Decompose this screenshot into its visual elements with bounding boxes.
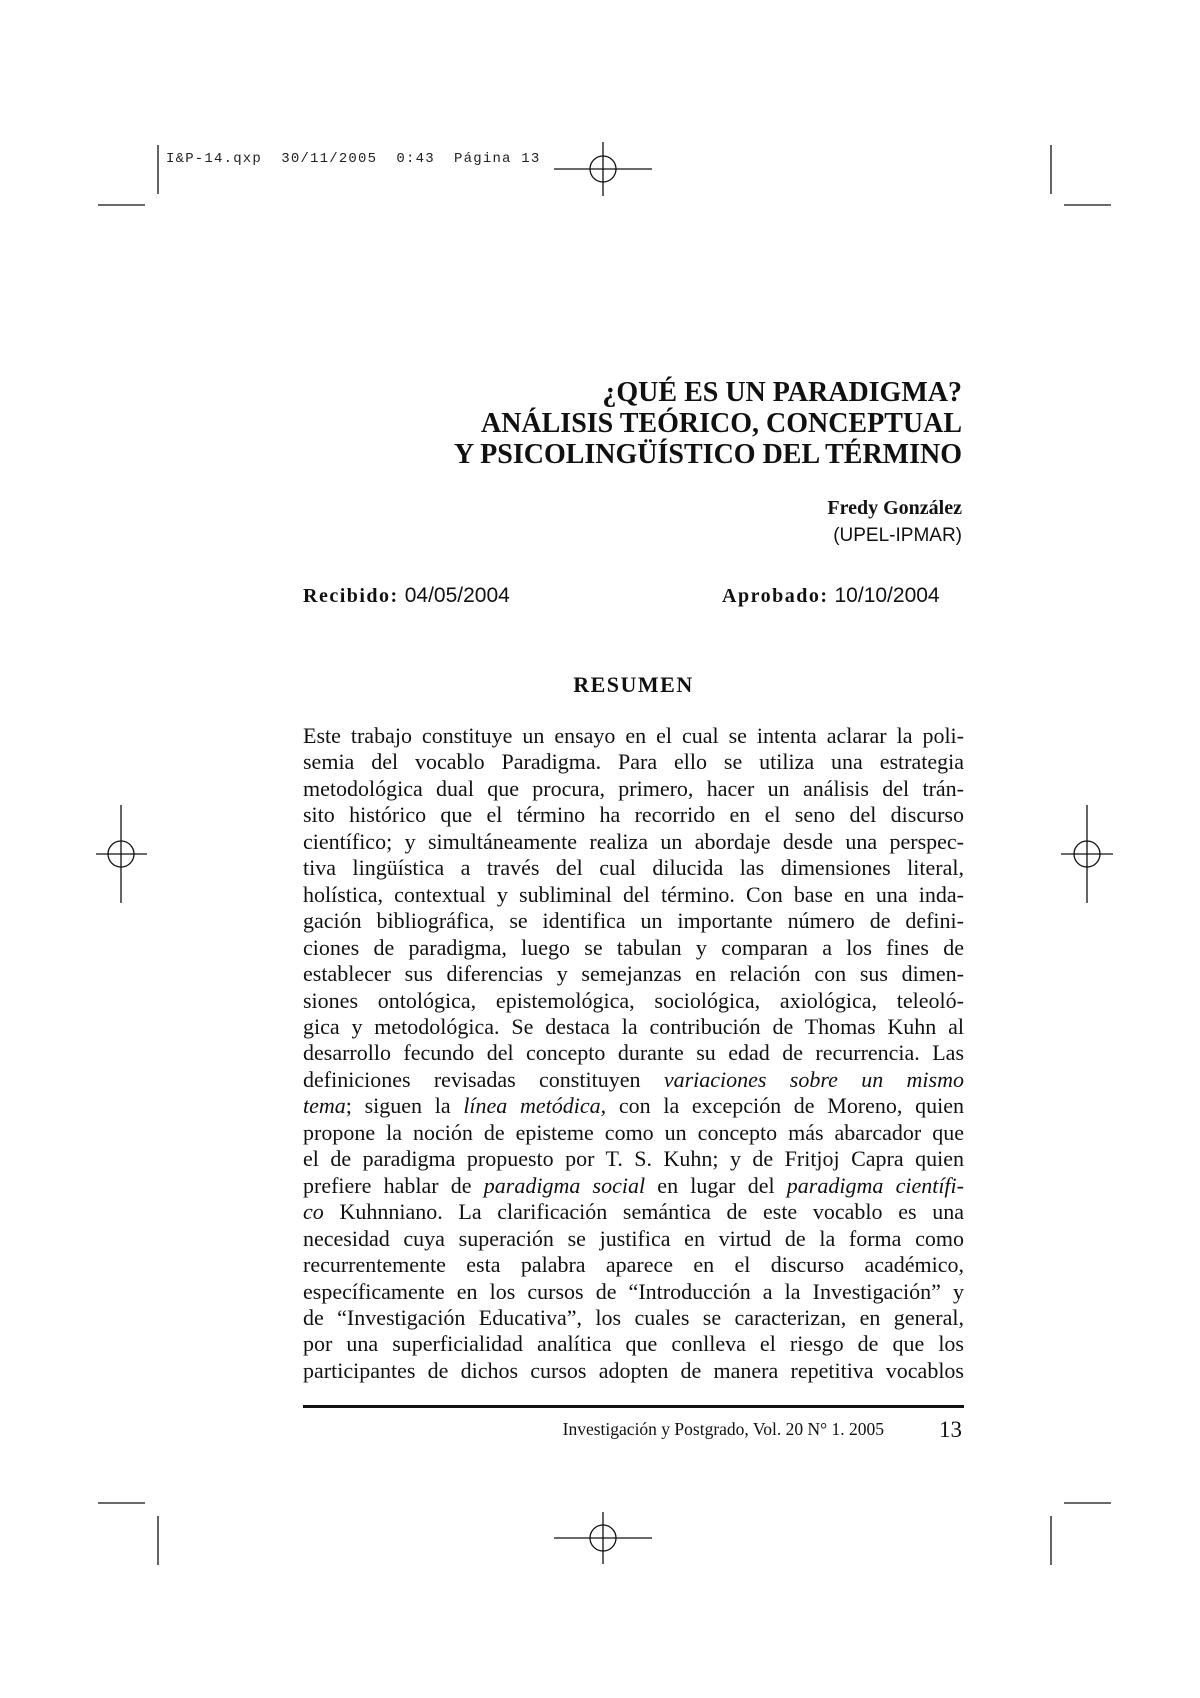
abstract-text: siones ontológica, epistemológica, sociológica, axiológica, teleoló- [303,987,964,1013]
approved-label: Aprobado: [722,585,829,607]
abstract-text: prefiere hablar de [303,1172,484,1198]
abstract-line [303,1014,964,1040]
abstract-text: metodológica dual que procura, primero, hacer un análisis del trán- [303,775,964,801]
printer-slug-line: I&P-14.qxp 30/11/2005 0:43 Página 13 [166,151,541,167]
footer-journal-citation: Investigación y Postgrado, Vol. 20 N° 1. 2005 [562,1419,884,1439]
approved-date [722,584,940,610]
received-label: Recibido: [303,585,399,607]
abstract-line [303,1040,964,1066]
abstract-text: por una superficialidad analítica que conlleva el riesgo de que los [303,1331,964,1357]
abstract-line [303,1226,964,1252]
abstract-line [303,829,964,855]
abstract-text: gica y metodológica. Se destaca la contribución de Thomas Kuhn al [303,1013,964,1039]
abstract-italic-text: co [303,1199,324,1225]
abstract-text: propone la noción de episteme como un concepto más abarcador que [303,1119,964,1145]
abstract-text: holística, contextual y subliminal del término. Con base en una inda- [303,881,964,907]
abstract-text: tiva lingüística a través del cual dilucida las dimensiones literal, [303,855,964,881]
received-date [303,584,510,610]
abstract-line [303,776,964,802]
crop-mark-top-right [1051,145,1111,205]
registration-mark-right [1061,805,1113,903]
abstract-line [303,749,964,775]
abstract-line [303,1199,964,1225]
abstract-text: ciones de paradigma, luego se tabulan y comparan a los fines de [303,934,964,960]
abstract-line [303,1252,964,1278]
abstract-line [303,802,964,828]
title-line: Y PSICOLINGÜÍSTICO DEL TÉRMINO [453,439,962,470]
abstract-italic-text: tema [303,1093,346,1119]
abstract-line [303,1279,964,1305]
abstract-text: el de paradigma propuesto por T. S. Kuhn; y de Fritjoj Capra quien [303,1146,964,1172]
author-affiliation: (UPEL-IPMAR) [833,525,962,546]
abstract-line [303,855,964,881]
abstract-italic-text: paradigma social [483,1172,646,1198]
title-line: ANÁLISIS TEÓRICO, CONCEPTUAL [480,408,962,439]
abstract-text: científico; y simultáneamente realiza un abordaje desde una perspec- [303,828,964,854]
abstract-text: de “Investigación Educativa”, los cuales se caracterizan, en general, [303,1304,964,1330]
abstract-line [303,1146,964,1172]
abstract-text: , con la excepción de Moreno, quien [600,1093,964,1119]
crop-mark-bottom-left [98,1503,158,1565]
abstract-text: ; siguen la [345,1093,464,1119]
abstract-line [303,988,964,1014]
crop-mark-bottom-right [1051,1503,1111,1565]
abstract-line [303,1120,964,1146]
abstract-text: establecer sus diferencias y semejanzas en relación con sus dimen- [303,961,964,987]
approved-value: 10/10/2004 [834,584,940,607]
abstract-italic-text: variaciones sobre un mismo [663,1066,964,1092]
abstract-line [303,961,964,987]
abstract-heading: RESUMEN [573,672,694,697]
abstract-body [303,723,964,1384]
abstract-line [303,882,964,908]
abstract-text: específicamente en los cursos de “Introducción a la Investigación” y [303,1278,964,1304]
abstract-text: sito histórico que el término ha recorrido en el seno del discurso [303,802,964,828]
author-name: Fredy González [827,497,962,519]
registration-mark-top [554,142,652,196]
article-title [454,377,962,470]
registration-mark-left [96,805,147,903]
abstract-line [303,935,964,961]
abstract-line [303,1331,964,1357]
abstract-text: semia del vocablo Paradigma. Para ello se utiliza una estrategia [303,749,964,775]
received-value: 04/05/2004 [404,584,510,607]
registration-mark-bottom [554,1512,652,1564]
abstract-text: gación bibliográfica, se identifica un importante número de defini- [303,908,964,934]
abstract-line [303,908,964,934]
abstract-text: recurrentemente esta palabra aparece en el discurso académico, [303,1252,964,1278]
title-line: ¿QUÉ ES UN PARADIGMA? [602,377,962,408]
abstract-line [303,1358,964,1384]
abstract-text: Este trabajo constituye un ensayo en el cual se intenta aclarar la poli- [303,723,964,748]
crop-mark-top-left [98,145,158,205]
abstract-italic-text: paradigma científi- [786,1172,964,1198]
abstract-text: necesidad cuya superación se justifica en virtud de la forma como [303,1225,964,1251]
abstract-line [303,723,964,749]
page-number: 13 [939,1417,962,1442]
abstract-text: desarrollo fecundo del concepto durante su edad de recurrencia. Las [303,1040,964,1066]
abstract-text: participantes de dichos cursos adopten de manera repetitiva vocablos [303,1357,964,1383]
abstract-text: Kuhnniano. La clarificación semántica de este vocablo es una [323,1199,964,1225]
footer-rule [303,1405,964,1408]
abstract-italic-text: línea metódica [463,1093,601,1119]
abstract-line [303,1305,964,1331]
abstract-line [303,1173,964,1199]
abstract-line [303,1093,964,1119]
abstract-text: definiciones revisadas constituyen [303,1066,664,1092]
abstract-text: en lugar del [645,1172,787,1198]
abstract-line [303,1067,964,1093]
